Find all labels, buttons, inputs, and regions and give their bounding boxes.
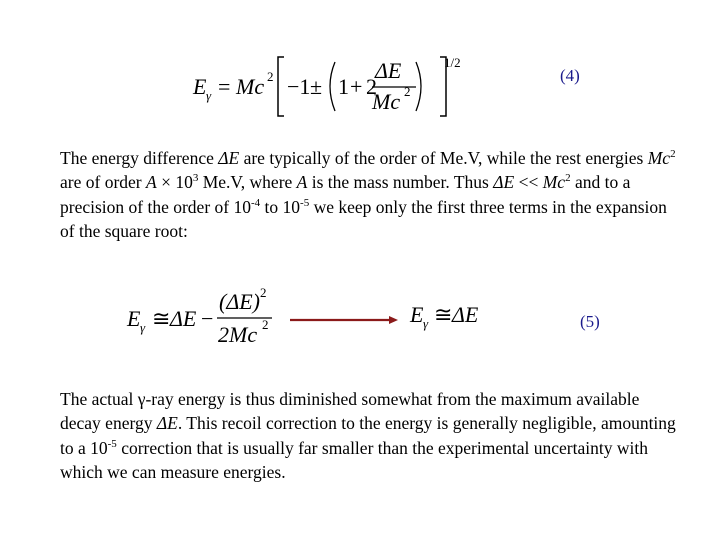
arrow-head-icon xyxy=(389,316,398,324)
eq5-lhs: E xyxy=(127,306,141,331)
p2-delta-e: ΔE xyxy=(156,413,178,434)
paragraph-2 xyxy=(60,387,680,484)
eq4-label: (4) xyxy=(560,66,580,85)
p1-text: we keep only the first three terms in the expansion of the square root: xyxy=(60,196,667,241)
p1-a: A xyxy=(146,172,157,193)
eq4-one: 1 xyxy=(338,74,349,99)
p1-a: A xyxy=(296,172,308,193)
eq5-result-approx: ≅ xyxy=(434,302,453,327)
eq5-denominator: 2Mc xyxy=(218,322,258,347)
eq5-result-sub: γ xyxy=(423,316,429,331)
eq5-result-rhs: ΔE xyxy=(452,302,479,327)
eq5-numerator: (ΔE) xyxy=(219,289,261,314)
p1-text: to 10 xyxy=(260,196,301,217)
eq4-minus-one: −1 xyxy=(287,74,311,99)
eq5-label: (5) xyxy=(580,312,600,331)
p1-text: Me.V, where xyxy=(198,172,297,193)
p1-delta-e: ΔE xyxy=(218,148,240,168)
eq4-equals: = xyxy=(218,74,231,99)
p1-mc: Mc xyxy=(542,172,566,193)
eq5-result-lhs: E xyxy=(410,302,424,327)
eq5-num-sq: 2 xyxy=(260,285,267,300)
p2-text: The actual γ-ray energy is thus diminished somewhat from the maximum available decay energy xyxy=(60,389,640,434)
p1-superscript: -5 xyxy=(300,196,310,209)
eq5-approx: ≅ xyxy=(152,306,171,331)
eq5-den-sq: 2 xyxy=(262,317,269,332)
p1-text: are of order xyxy=(60,172,146,193)
p1-text: and to a precision of the order of 10 xyxy=(60,172,631,217)
eq5-minus: − xyxy=(201,306,214,331)
eq4-mc-sq: 2 xyxy=(267,69,274,84)
eq4-mc: Mc xyxy=(236,74,265,99)
p1-superscript: 2 xyxy=(670,148,676,160)
eq4-denominator: Mc xyxy=(372,89,401,114)
eq4-numerator: ΔE xyxy=(375,58,402,83)
p2-text: . This recoil correction to the energy is generally negligible, amounting to a 10 xyxy=(60,413,676,458)
eq4-den-sq: 2 xyxy=(404,84,411,99)
eq4-two: 2 xyxy=(366,74,377,99)
p1-text: is the mass number. Thus xyxy=(307,172,494,193)
p1-superscript: 3 xyxy=(192,172,199,185)
p1-text: << xyxy=(514,172,543,193)
eq5-delta-e: ΔE xyxy=(170,306,197,331)
eq4-lhs: E xyxy=(193,74,207,99)
p2-superscript: -5 xyxy=(107,437,117,450)
eq4-lhs-sub: γ xyxy=(206,88,212,103)
p1-text: × 10 xyxy=(156,172,193,193)
eq4-exponent: 1/2 xyxy=(444,55,461,70)
p1-text: are typically of the order of Me.V, while the rest energies xyxy=(239,148,648,168)
p2-text: correction that is usually far smaller than the experimental uncertainty with which we can measure energies. xyxy=(60,437,648,482)
p1-text: The energy difference xyxy=(60,148,219,168)
p1-superscript: 2 xyxy=(565,172,571,185)
eq4-plus-minus: ± xyxy=(310,74,323,99)
eq5-lhs-sub: γ xyxy=(140,320,146,335)
p1-delta-e: ΔE xyxy=(493,172,515,193)
p1-superscript: -4 xyxy=(250,196,261,209)
eq4-plus: + xyxy=(350,74,363,99)
p1-mc: Mc xyxy=(647,148,671,168)
